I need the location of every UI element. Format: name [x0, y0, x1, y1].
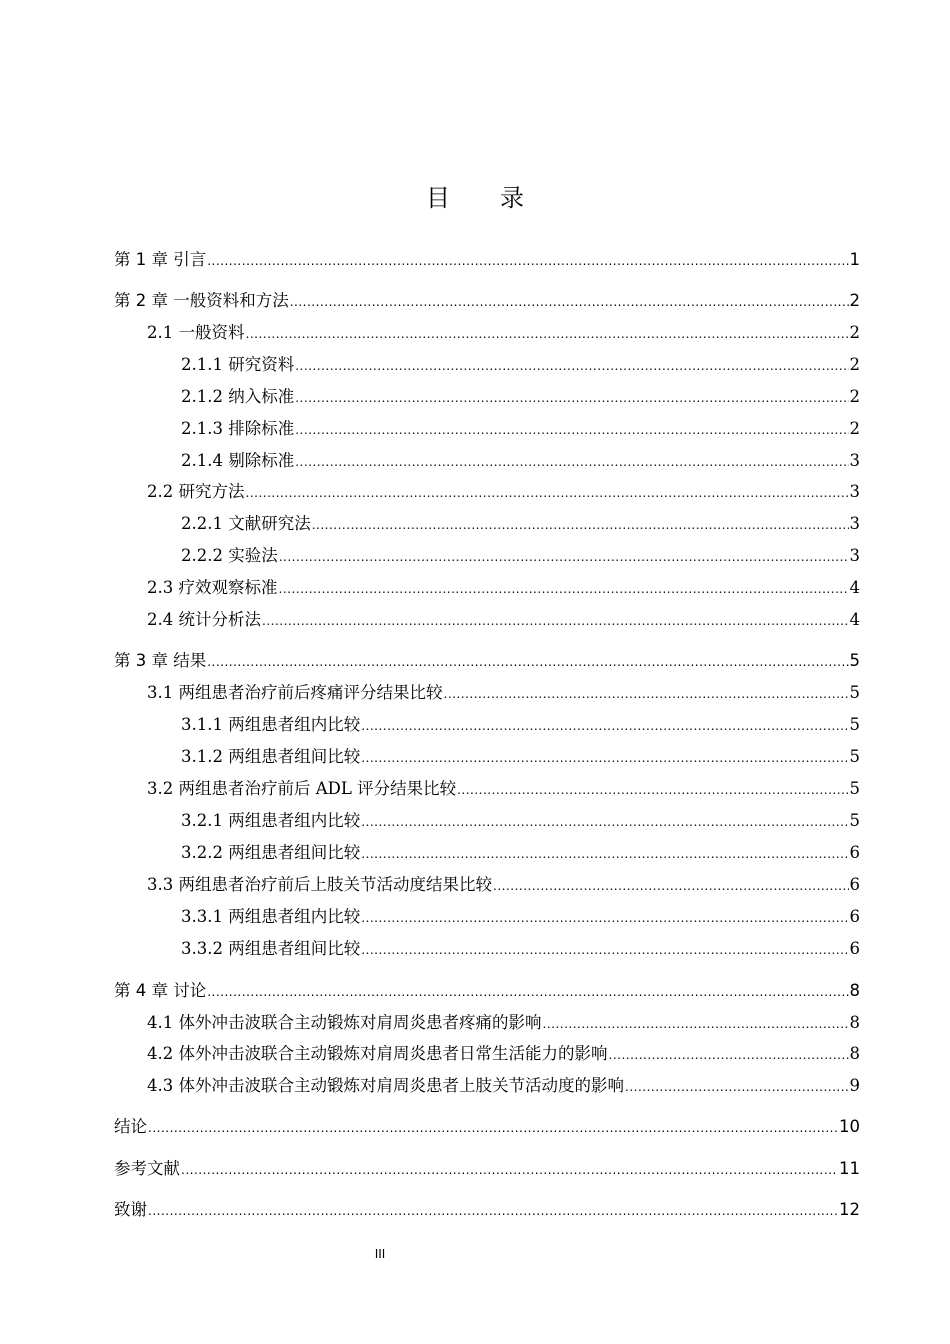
- toc-entry-page: 10: [839, 1117, 860, 1136]
- toc-leader: [207, 981, 848, 1003]
- toc-entry-4-1[interactable]: [147, 1012, 860, 1035]
- toc-entry-3-2[interactable]: [147, 778, 860, 801]
- toc-entry-page: 5: [849, 683, 860, 702]
- toc-entry-label: 第 2 章 一般资料和方法: [114, 291, 289, 310]
- toc-leader: [493, 875, 849, 897]
- toc-entry-label: 3.3 两组患者治疗前后上肢关节活动度结果比较: [147, 875, 492, 894]
- toc-entry-label: 2.1.1 研究资料: [181, 355, 295, 374]
- toc-leader: [262, 610, 849, 632]
- toc-entry-chapter-2[interactable]: [114, 290, 860, 313]
- toc-leader: [207, 250, 848, 272]
- toc-entry-page: 6: [849, 875, 860, 894]
- toc-entry-3-3[interactable]: [147, 874, 860, 897]
- toc-leader: [444, 683, 849, 705]
- toc-entry-3-3-1[interactable]: [181, 906, 860, 929]
- toc-leader: [148, 1117, 838, 1139]
- toc-entry-page: 5: [849, 779, 860, 798]
- toc-entry-label: 3.1.2 两组患者组间比较: [181, 747, 361, 766]
- toc-entry-label: 2.1.2 纳入标准: [181, 387, 295, 406]
- toc-entry-label: 4.1 体外冲击波联合主动锻炼对肩周炎患者疼痛的影响: [147, 1013, 542, 1032]
- toc-entry-2-1-1[interactable]: [181, 354, 860, 377]
- toc-leader: [181, 1159, 838, 1181]
- toc-entry-2-4[interactable]: [147, 609, 860, 632]
- toc-leader: [361, 843, 848, 865]
- toc-entry-label: 2.4 统计分析法: [147, 610, 261, 629]
- toc-entry-chapter-4[interactable]: [114, 980, 860, 1003]
- toc-entry-2-2-2[interactable]: [181, 545, 860, 568]
- toc-leader: [543, 1013, 849, 1035]
- toc-leader: [361, 811, 848, 833]
- toc-entry-page: 9: [849, 1076, 860, 1095]
- toc-entry-page: 8: [849, 1013, 860, 1032]
- toc-entry-conclusion[interactable]: [114, 1116, 860, 1139]
- toc-entry-2-1-2[interactable]: [181, 386, 860, 409]
- toc-entry-2-3[interactable]: [147, 577, 860, 600]
- toc-entry-page: 5: [849, 747, 860, 766]
- toc-entry-page: 4: [849, 578, 860, 597]
- toc-entry-page: 12: [839, 1200, 860, 1219]
- toc-entry-label: 第 3 章 结果: [114, 651, 207, 670]
- toc-leader: [312, 514, 849, 536]
- toc-leader: [295, 451, 848, 473]
- toc-leader: [279, 546, 849, 568]
- toc-entry-label: 3.2 两组患者治疗前后 ADL 评分结果比较: [147, 779, 457, 798]
- toc-leader: [609, 1044, 849, 1066]
- toc-entry-page: 8: [849, 1044, 860, 1063]
- toc-entry-label: 2.2 研究方法: [147, 482, 245, 501]
- toc-entry-2-2[interactable]: [147, 481, 860, 504]
- toc-leader: [361, 907, 848, 929]
- toc-leader: [295, 419, 848, 441]
- toc-entry-label: 2.2.1 文献研究法: [181, 514, 311, 533]
- toc-entry-chapter-1[interactable]: [114, 249, 860, 272]
- toc-entry-page: 6: [849, 939, 860, 958]
- toc-entry-label: 结论: [114, 1117, 147, 1136]
- toc-entry-2-2-1[interactable]: [181, 513, 860, 536]
- toc-entry-label: 3.2.1 两组患者组内比较: [181, 811, 361, 830]
- toc-entry-page: 5: [849, 651, 860, 670]
- toc-entry-label: 3.2.2 两组患者组间比较: [181, 843, 361, 862]
- toc-entry-page: 5: [849, 715, 860, 734]
- toc-entry-3-1-1[interactable]: [181, 714, 860, 737]
- toc-entry-page: 11: [839, 1159, 860, 1178]
- toc-entry-label: 第 1 章 引言: [114, 250, 207, 269]
- toc-entry-3-1[interactable]: [147, 682, 860, 705]
- toc-entry-page: 6: [849, 907, 860, 926]
- toc-leader: [361, 715, 848, 737]
- toc-entry-page: 3: [849, 546, 860, 565]
- toc-leader: [457, 779, 848, 801]
- toc-entry-chapter-3[interactable]: [114, 650, 860, 673]
- toc-entry-label: 第 4 章 讨论: [114, 981, 207, 1000]
- toc-title: [0, 178, 950, 213]
- toc-leader: [207, 651, 848, 673]
- toc-entry-2-1-3[interactable]: [181, 418, 860, 441]
- toc-leader: [246, 323, 849, 345]
- toc-entry-page: 3: [849, 451, 860, 470]
- toc-entry-4-3[interactable]: [147, 1075, 860, 1098]
- toc-entry-label: 4.2 体外冲击波联合主动锻炼对肩周炎患者日常生活能力的影响: [147, 1044, 608, 1063]
- toc-leader: [290, 291, 849, 313]
- toc-entry-label: 3.1 两组患者治疗前后疼痛评分结果比较: [147, 683, 443, 702]
- toc-leader: [625, 1076, 849, 1098]
- toc-entry-page: 6: [849, 843, 860, 862]
- toc-leader: [361, 939, 848, 961]
- toc-entry-label: 4.3 体外冲击波联合主动锻炼对肩周炎患者上肢关节活动度的影响: [147, 1076, 624, 1095]
- toc-entry-3-2-2[interactable]: [181, 842, 860, 865]
- toc-entry-page: 4: [849, 610, 860, 629]
- toc-leader: [295, 387, 848, 409]
- toc-leader: [295, 355, 848, 377]
- toc-entry-label: 2.1 一般资料: [147, 323, 245, 342]
- toc-entry-label: 2.3 疗效观察标准: [147, 578, 278, 597]
- footer-page-number: III: [374, 1247, 386, 1261]
- toc-entry-references[interactable]: [114, 1158, 860, 1181]
- toc-leader: [246, 482, 849, 504]
- toc-leader: [148, 1200, 838, 1222]
- toc-entry-3-3-2[interactable]: [181, 938, 860, 961]
- toc-entry-label: 2.1.3 排除标准: [181, 419, 295, 438]
- toc-entry-3-1-2[interactable]: [181, 746, 860, 769]
- toc-entry-label: 2.1.4 剔除标准: [181, 451, 295, 470]
- toc-entry-page: 3: [849, 482, 860, 501]
- toc-entry-acknowledgements[interactable]: [114, 1199, 860, 1222]
- toc-leader: [279, 578, 849, 600]
- toc-entry-3-2-1[interactable]: [181, 810, 860, 833]
- toc-entry-page: 2: [849, 323, 860, 342]
- toc-entry-page: 2: [849, 419, 860, 438]
- toc-entry-page: 3: [849, 514, 860, 533]
- toc-leader: [361, 747, 848, 769]
- toc-title-part1: 目: [426, 184, 450, 212]
- toc-entry-label: 参考文献: [114, 1159, 180, 1178]
- toc-entry-2-1[interactable]: [147, 322, 860, 345]
- toc-entry-page: 8: [849, 981, 860, 1000]
- toc-entry-page: 1: [849, 250, 860, 269]
- toc-entry-page: 5: [849, 811, 860, 830]
- toc-entry-label: 3.3.1 两组患者组内比较: [181, 907, 361, 926]
- toc-entry-label: 3.3.2 两组患者组间比较: [181, 939, 361, 958]
- toc-entry-label: 致谢: [114, 1200, 147, 1219]
- toc-entry-label: 3.1.1 两组患者组内比较: [181, 715, 361, 734]
- toc-entry-label: 2.2.2 实验法: [181, 546, 278, 565]
- toc-title-part2: 录: [500, 184, 524, 212]
- toc-entry-page: 2: [849, 291, 860, 310]
- toc-entry-4-2[interactable]: [147, 1043, 860, 1066]
- toc-entry-page: 2: [849, 355, 860, 374]
- toc-entry-page: 2: [849, 387, 860, 406]
- toc-entry-2-1-4[interactable]: [181, 450, 860, 473]
